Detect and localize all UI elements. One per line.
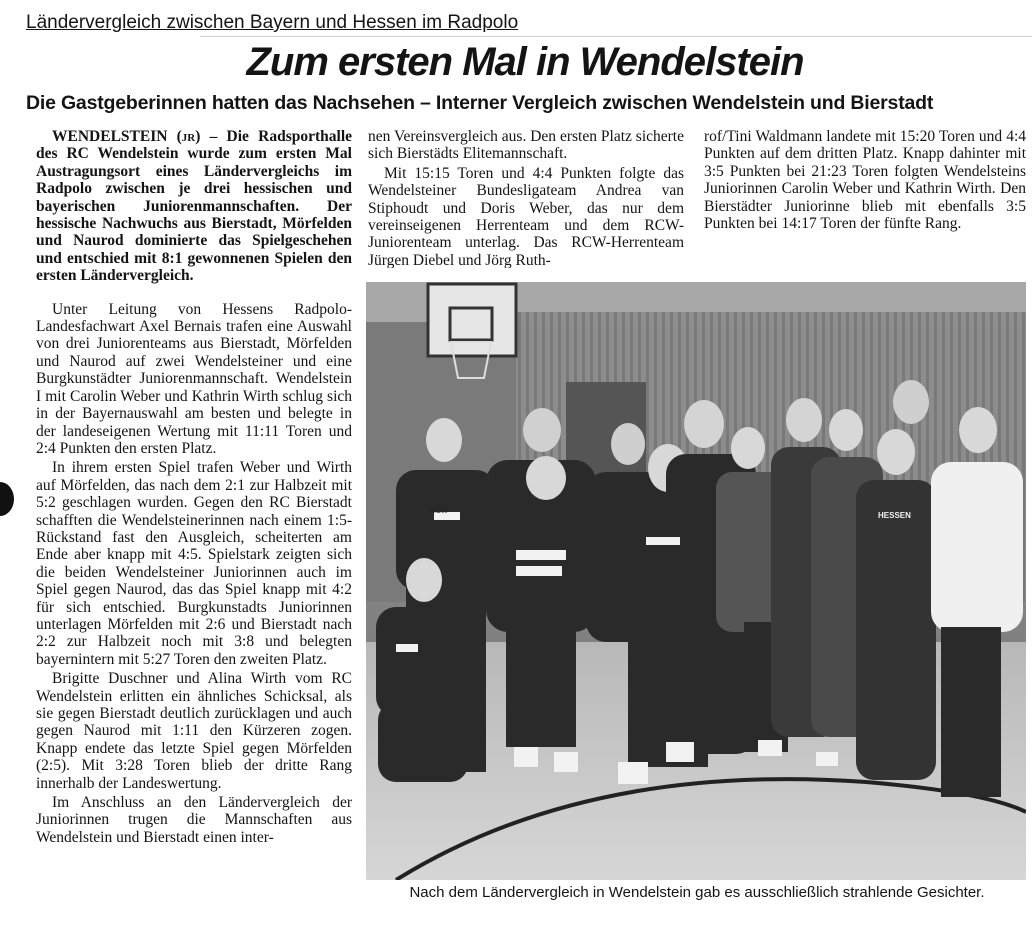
article-column-3 [704, 128, 1026, 268]
paragraph-4-start: Im Anschluss an den Ländervergleich der Juniorinnen trugen die Mannschaften aus Wendelstein und Bierstadt einen inter- [36, 794, 352, 846]
team-photo-image [366, 282, 1026, 880]
lead-text: – Die Radsporthalle des RC Wendelstein wurde zum ersten Mal Austragungsort eines Ländervergleichs im Radpolo zwischen je drei hessischen und bayerischen Juniorenmannschaften. Der hessische Nachwuchs aus Bierstadt, Mörfelden und Naurod dominierte das Spielgeschehen und entschied mit 8:1 gewonnenen Spielen den ersten Ländervergleich. [36, 128, 352, 285]
shirt-print-2: HESSEN [878, 511, 911, 520]
paragraph-5-end: rof/Tini Waldmann landete mit 15:20 Toren und 4:4 Punkten auf dem dritten Platz. Knapp dahinter mit 3:5 Punkten bei 21:23 Toren folgten Wendelsteins Juniorinnen Carolin Weber und Kathrin Wirth. Den Bierstädter Juniorinne blieb mit ebenfalls 3:5 Punkten bei 14:17 Toren der fünfte Rang. [704, 128, 1026, 233]
dateline: WENDELSTEIN (jr) [52, 128, 201, 145]
paragraph-2: In ihrem ersten Spiel trafen Weber und Wirth auf Mörfelden, das nach dem 2:1 zur Halbzeit mit 5:2 geschlagen wurden. Gegen den RC Bierstadt schafften die Wendelsteinerinnen nach einem 1:5-Rückstand fast den Ausgleich, scheiterten am Ende aber knapp mit 4:5. Spielstark zeigten sich die beiden Wendelsteiner Juniorinnen auch im Spiel gegen Naurod, das das Spiel knapp mit 4:2 für sich entschied. Burgkunstadts Juniorinnen unterlagen Mörfelden mit 2:6 und Bierstadt nach 2:2 zur Halbzeit noch mit 3:8 und belegten bayernintern mit 5:27 Toren den zweiten Platz. [36, 459, 352, 668]
article-column-1 [36, 128, 352, 918]
header-rule [200, 36, 1032, 37]
paragraph-3: Brigitte Duschner und Alina Wirth vom RC Wendelstein erlitten ein ähnliches Schicksal, als sie gegen Bierstadt deutlich zurücklagen und auch gegen Naurod mit 1:11 den Kürzeren zogen. Knapp endete das letzte Spiel gegen Mörfelden (2:5). Mit 3:28 Toren blieb der dritte Rang innerhalb der Landeswertung. [36, 670, 352, 792]
lead-paragraph [36, 128, 352, 285]
paragraph-4-end: nen Vereinsvergleich aus. Den ersten Platz sicherte sich Bierstädts Elitemannschaft. [368, 128, 684, 163]
binder-hole-mark [0, 482, 14, 516]
paragraph-1: Unter Leitung von Hessens Radpolo-Landesfachwart Axel Bernais trafen eine Auswahl von drei Juniorenteams aus Bierstadt, Mörfelden und Naurod auf zwei Wendelsteiner und eine Burgkunstädter Juniorenmannschaft. Wendelstein I mit Carolin Weber und Kathrin Wirth schlug sich in der Bayernauswahl am besten und belegte in der landeseigenen Wertung mit 11:11 Toren und 2:4 Punkten den ersten Platz. [36, 300, 352, 457]
paragraph-5-start: Mit 15:15 Toren und 4:4 Punkten folgte das Wendelsteiner Bundesligateam Andrea van Stiphoudt und Doris Weber, das nur dem vereinseigenen Herrenteam und dem RCW-Juniorenteam unterlag. Das RCW-Herrenteam Jürgen Diebel und Jörg Ruth- [368, 164, 684, 268]
photo-caption: Nach dem Ländervergleich in Wendelstein gab es ausschließlich strahlende Gesichter. [409, 884, 985, 901]
team-photo [366, 282, 1026, 880]
subheadline: Die Gastgeberinnen hatten das Nachsehen – Interner Vergleich zwischen Wendelstein und Bierstadt [26, 92, 934, 114]
article-column-2 [368, 128, 684, 268]
kicker: Ländervergleich zwischen Bayern und Hessen im Radpolo [26, 12, 519, 33]
shirt-print-1: RCW [431, 508, 448, 515]
headline: Zum ersten Mal in Wendelstein [246, 40, 804, 84]
